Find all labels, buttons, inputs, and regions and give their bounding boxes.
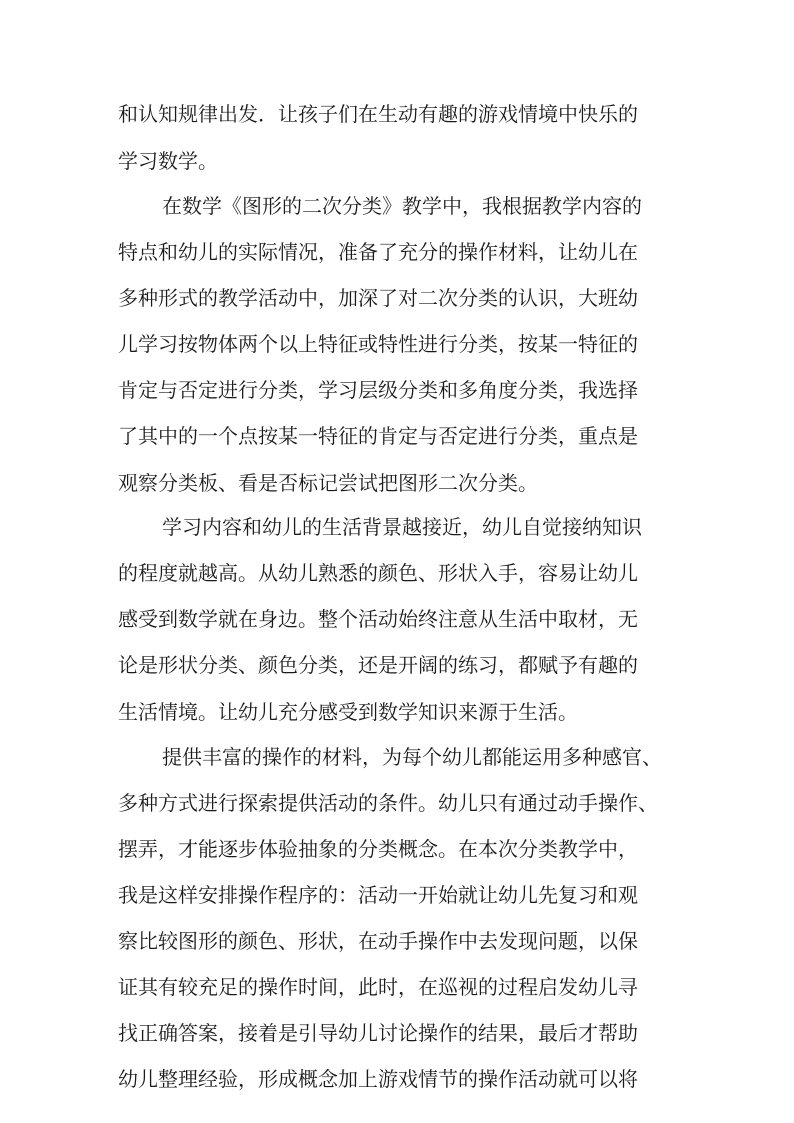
text-line: 多种方式进行探索提供活动的条件。幼儿只有通过动手操作、	[118, 791, 658, 815]
text-line: 学习数学。	[118, 149, 218, 173]
text-line: 的程度就越高。从幼儿熟悉的颜色、形状入手，容易让幼儿	[118, 561, 638, 585]
text-line: 肯定与否定进行分类，学习层级分类和多角度分类，我选择	[118, 378, 638, 402]
text-line: 幼儿整理经验，形成概念加上游戏情节的操作活动就可以将	[118, 1067, 638, 1091]
text-line: 和认知规律出发．让孩子们在生动有趣的游戏情境中快乐的	[118, 102, 638, 126]
text-line: 观察分类板、看是否标记尝试把图形二次分类。	[118, 471, 538, 495]
text-line: 多种形式的教学活动中，加深了对二次分类的认识，大班幼	[118, 286, 638, 310]
text-line: 摆弄，才能逐步体验抽象的分类概念。在本次分类教学中，	[118, 837, 638, 861]
text-line: 找正确答案，接着是引导幼儿讨论操作的结果，最后才帮助	[118, 1021, 638, 1045]
text-line: 我是这样安排操作程序的：活动一开始就让幼儿先复习和观	[118, 883, 638, 907]
text-line: 论是形状分类、颜色分类，还是开阔的练习，都赋予有趣的	[118, 653, 638, 677]
text-line: 特点和幼儿的实际情况，准备了充分的操作材料，让幼儿在	[118, 240, 638, 264]
text-line: 了其中的一个点按某一特征的肯定与否定进行分类，重点是	[118, 424, 638, 448]
text-line: 儿学习按物体两个以上特征或特性进行分类，按某一特征的	[118, 332, 638, 356]
text-line: 在数学《图形的二次分类》教学中，我根据教学内容的	[162, 194, 642, 218]
text-line: 提供丰富的操作的材料，为每个幼儿都能运用多种感官、	[162, 745, 662, 769]
text-line: 感受到数学就在身边。整个活动始终注意从生活中取材，无	[118, 607, 638, 631]
text-line: 学习内容和幼儿的生活背景越接近，幼儿自觉接纳知识	[162, 515, 642, 539]
text-line: 生活情境。让幼儿充分感受到数学知识来源于生活。	[118, 700, 578, 724]
text-line: 证其有较充足的操作时间，此时，在巡视的过程启发幼儿寻	[118, 975, 638, 999]
text-line: 察比较图形的颜色、形状，在动手操作中去发现问题，以保	[118, 929, 638, 953]
